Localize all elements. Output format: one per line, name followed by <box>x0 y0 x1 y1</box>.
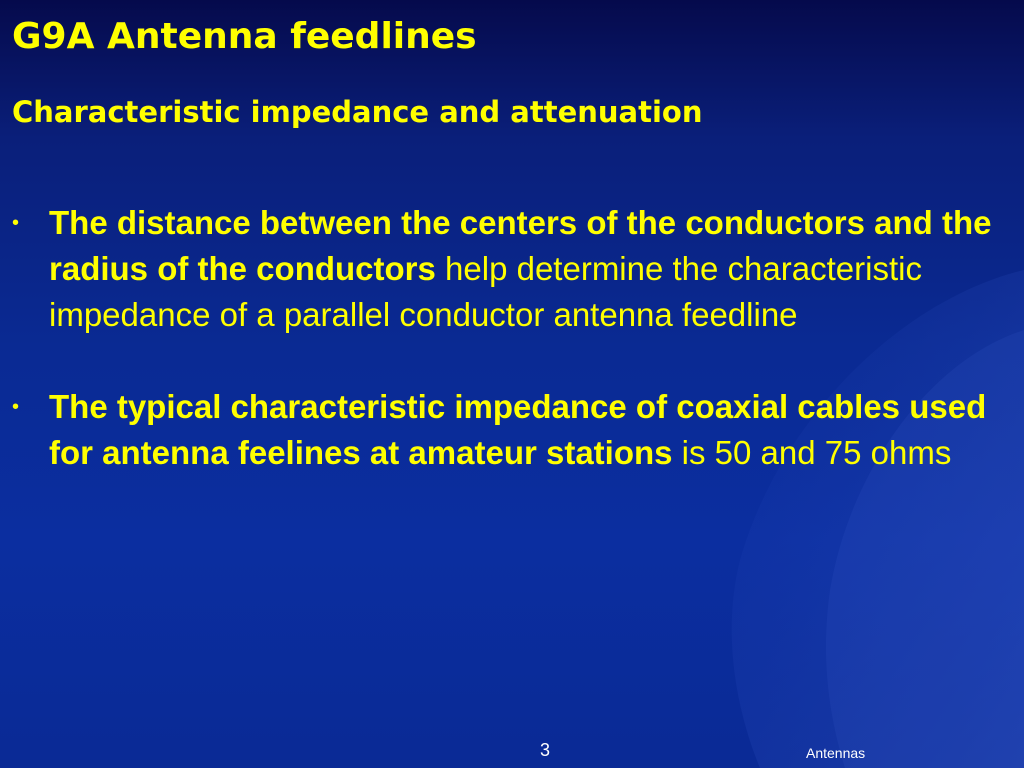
bullet-regular-text: help determine the characteristic impedance of a parallel conductor antenna feedline <box>49 250 922 333</box>
bullet-item <box>12 384 1012 476</box>
slide-subtitle: Characteristic impedance and attenuation <box>12 95 703 129</box>
bullet-dot-icon: • <box>12 396 20 418</box>
bullet-bold-text: The typical characteristic impedance of coaxial cables used for antenna feelines at amateur stations <box>49 388 987 471</box>
page-number: 3 <box>540 740 551 760</box>
footer-label: Antennas <box>806 745 866 761</box>
bullet-item <box>12 200 1012 338</box>
slide-title: G9A Antenna feedlines <box>12 16 477 57</box>
bullet-list <box>12 200 1012 522</box>
bullet-bold-text: The distance between the centers of the conductors and the radius of the conductors <box>49 204 992 287</box>
bullet-regular-text: is 50 and 75 ohms <box>672 434 952 471</box>
bullet-dot-icon: • <box>12 212 20 234</box>
